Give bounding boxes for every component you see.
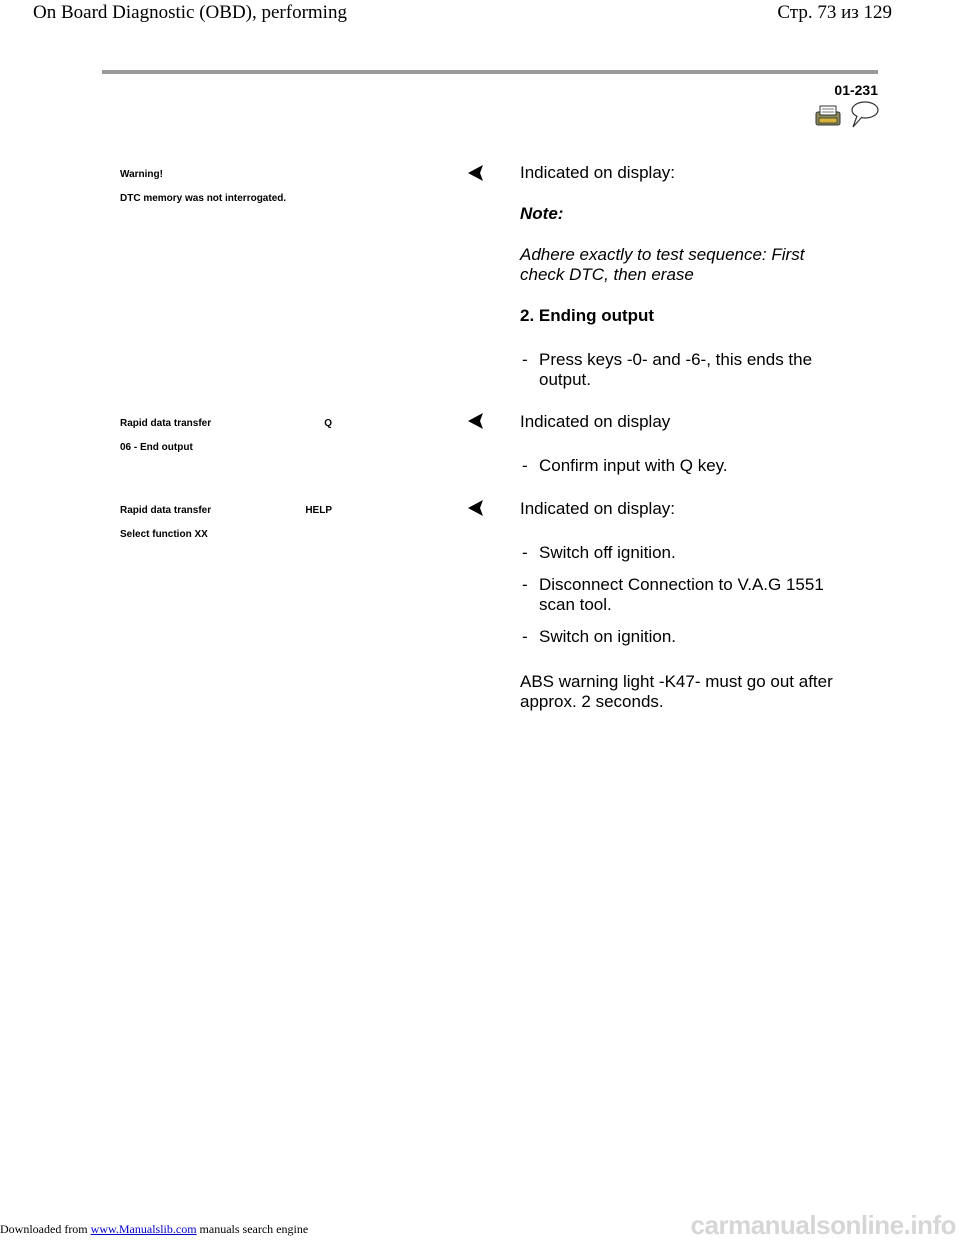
download-footer (0, 1222, 308, 1237)
section-heading: 2. Ending output (520, 306, 655, 325)
pointer-arrow-icon (466, 164, 484, 182)
toolbar-icons (815, 100, 881, 130)
display-dtc-line: DTC memory was not interrogated. (120, 193, 287, 204)
step-dash: - (522, 350, 528, 369)
display-line-1-right: Q (324, 418, 332, 429)
document-code: 01-231 (834, 82, 878, 98)
step-item (522, 627, 882, 647)
step-text: Switch off ignition. (539, 543, 676, 562)
step-dash: - (522, 456, 528, 475)
step-item (522, 456, 882, 476)
step-item (522, 575, 842, 615)
header-rule (102, 70, 878, 74)
display-line-2: Select function XX (120, 529, 208, 540)
footer-prefix: Downloaded from (0, 1222, 88, 1236)
note-text: Adhere exactly to test sequence: First check DTC, then erase (520, 245, 805, 284)
document-title: On Board Diagnostic (OBD), performing (33, 2, 347, 23)
indicated-label: Indicated on display (520, 412, 671, 431)
watermark: carmanualsonline.info (690, 1210, 956, 1240)
step-dash: - (522, 543, 528, 562)
indicated-label: Indicated on display: (520, 163, 675, 182)
footer-suffix: manuals search engine (199, 1222, 309, 1236)
step-dash: - (522, 575, 528, 594)
step-text: Switch on ignition. (539, 627, 677, 646)
display-line-1: Rapid data transfer (120, 418, 212, 429)
display-line-1-right: HELP (305, 505, 332, 516)
step-item (522, 350, 832, 390)
speech-bubble-icon[interactable] (852, 102, 878, 127)
step-item (522, 543, 882, 563)
display-line-2: 06 - End output (120, 442, 193, 453)
manualslib-link[interactable]: www.Manualslib.com (90, 1222, 197, 1236)
display-warning-line: Warning! (120, 169, 163, 180)
step-text: Disconnect Connection to V.A.G 1551 scan tool. (539, 575, 824, 614)
note-label: Note: (520, 204, 564, 223)
step-text: Confirm input with Q key. (539, 456, 728, 475)
indicated-label: Indicated on display: (520, 499, 675, 518)
closing-note: ABS warning light -K47- must go out after approx. 2 seconds. (520, 672, 833, 711)
step-dash: - (522, 627, 528, 646)
pointer-arrow-icon (466, 412, 484, 430)
pointer-arrow-icon (466, 499, 484, 517)
printer-icon[interactable] (816, 106, 840, 125)
display-line-1: Rapid data transfer (120, 505, 212, 516)
step-text: Press keys -0- and -6-, this ends the output. (539, 350, 813, 389)
page-counter: Стр. 73 из 129 (777, 2, 892, 23)
